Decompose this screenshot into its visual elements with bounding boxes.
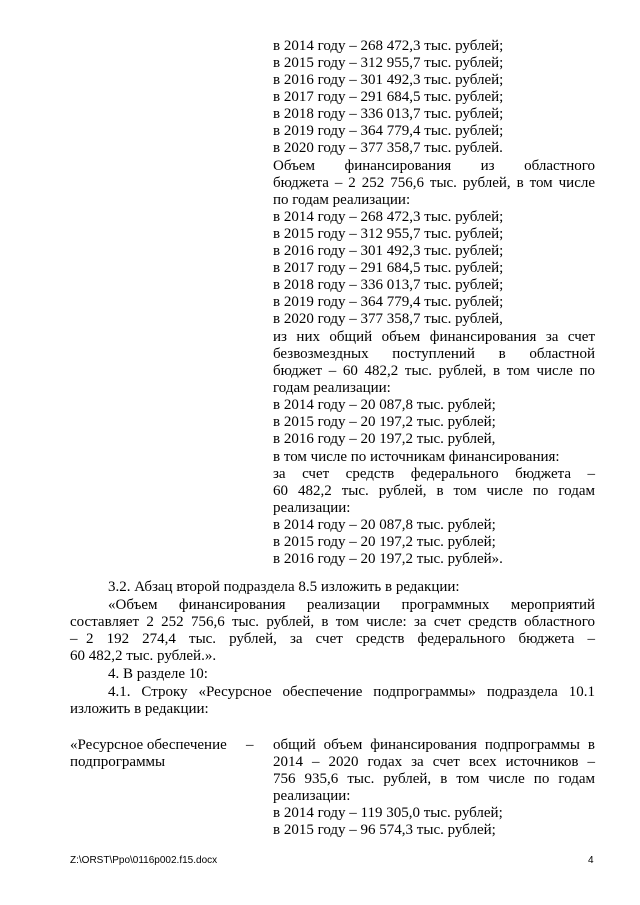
table-right-line: реализации: bbox=[273, 788, 351, 804]
year-line: в 2019 году – 364 779,4 тыс. рублей; bbox=[273, 294, 504, 310]
section-text: 4.1. Строку «Ресурсное обеспечение подпрограммы» подраздела 10.1 bbox=[108, 684, 595, 700]
year-line: в 2016 году – 20 197,2 тыс. рублей, bbox=[273, 431, 496, 447]
federal-line: 60 482,2 тыс. рублей, в том числе по годам bbox=[273, 483, 595, 499]
table-right-line: в 2014 году – 119 305,0 тыс. рублей; bbox=[273, 805, 503, 821]
page-number: 4 bbox=[588, 855, 594, 866]
quote-line-prefix: – bbox=[70, 631, 78, 647]
year-line: в 2020 году – 377 358,7 тыс. рублей. bbox=[273, 140, 503, 156]
regional-budget-line: бюджета – 2 252 756,6 тыс. рублей, в том числе bbox=[273, 175, 595, 191]
year-line: в 2018 году – 336 013,7 тыс. рублей; bbox=[273, 106, 504, 122]
table-right-line: общий объем финансирования подпрограммы в bbox=[273, 737, 595, 753]
year-line: в 2015 году – 20 197,2 тыс. рублей; bbox=[273, 414, 496, 430]
year-line: в 2020 году – 377 358,7 тыс. рублей, bbox=[273, 311, 503, 327]
free-receipts-line: из них общий объем финансирования за счет bbox=[273, 329, 595, 345]
table-right-line: в 2015 году – 96 574,3 тыс. рублей; bbox=[273, 822, 496, 838]
year-line: в 2017 году – 291 684,5 тыс. рублей; bbox=[273, 89, 504, 105]
year-line: в 2014 году – 268 472,3 тыс. рублей; bbox=[273, 209, 504, 225]
quote-line: составляет 2 252 756,6 тыс. рублей, в том числе: за счет средств областного bbox=[70, 614, 595, 630]
federal-line: реализации: bbox=[273, 500, 351, 516]
quote-line: 60 482,2 тыс. рублей.». bbox=[70, 648, 217, 664]
year-line: в 2014 году – 20 087,8 тыс. рублей; bbox=[273, 397, 496, 413]
table-right-line: 756 935,6 тыс. рублей, в том числе по годам bbox=[273, 771, 595, 787]
free-receipts-line: годам реализации: bbox=[273, 380, 391, 396]
table-right-line: 2014 – 2020 годах за счет всех источников – bbox=[273, 754, 595, 770]
regional-budget-line: Объем финансирования из областного bbox=[273, 158, 595, 174]
year-line: в 2016 году – 301 492,3 тыс. рублей; bbox=[273, 243, 504, 259]
section-text: изложить в редакции: bbox=[70, 701, 209, 717]
footer-file-path: Z:\ORST\Ppo\0116p002.f15.docx bbox=[70, 855, 218, 866]
table-left-label: подпрограммы bbox=[70, 754, 166, 770]
year-line: в 2019 году – 364 779,4 тыс. рублей; bbox=[273, 123, 504, 139]
year-line: в 2016 году – 20 197,2 тыс. рублей». bbox=[273, 551, 503, 567]
year-line: в 2014 году – 20 087,8 тыс. рублей; bbox=[273, 517, 496, 533]
table-left-dash: – bbox=[246, 737, 254, 753]
year-line: в 2015 году – 20 197,2 тыс. рублей; bbox=[273, 534, 496, 550]
quote-line: «Объем финансирования реализации программных мероприятий bbox=[108, 597, 595, 613]
year-line: в 2016 году – 301 492,3 тыс. рублей; bbox=[273, 72, 504, 88]
section-heading: 3.2. Абзац второй подраздела 8.5 изложить в редакции: bbox=[108, 579, 460, 595]
quote-line: 2 192 274,4 тыс. рублей, за счет средств федерального бюджета – bbox=[86, 631, 595, 647]
year-line: в 2017 году – 291 684,5 тыс. рублей; bbox=[273, 260, 504, 276]
year-line: в 2015 году – 312 955,7 тыс. рублей; bbox=[273, 226, 504, 242]
table-left-label: «Ресурсное обеспечение bbox=[70, 737, 227, 753]
year-line: в 2018 году – 336 013,7 тыс. рублей; bbox=[273, 277, 504, 293]
year-line: в 2014 году – 268 472,3 тыс. рублей; bbox=[273, 38, 504, 54]
regional-budget-line: по годам реализации: bbox=[273, 192, 411, 208]
sources-line: в том числе по источникам финансирования: bbox=[273, 449, 560, 465]
section-heading: 4. В разделе 10: bbox=[108, 666, 208, 682]
free-receipts-line: бюджет – 60 482,2 тыс. рублей, в том числе по bbox=[273, 363, 595, 379]
federal-line: за счет средств федерального бюджета – bbox=[273, 466, 595, 482]
year-line: в 2015 году – 312 955,7 тыс. рублей; bbox=[273, 55, 504, 71]
free-receipts-line: безвозмездных поступлений в областной bbox=[273, 346, 595, 362]
